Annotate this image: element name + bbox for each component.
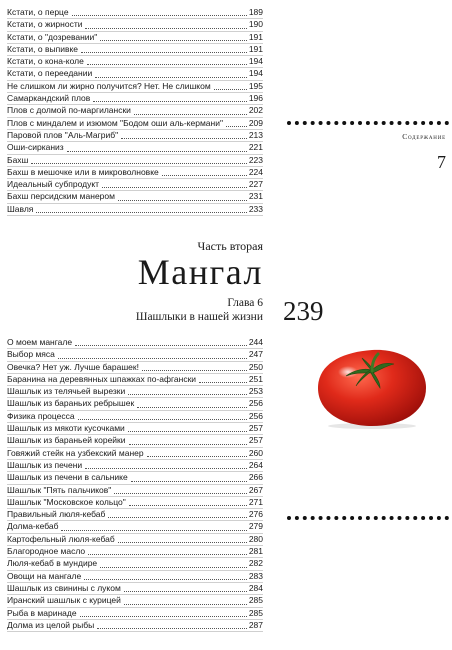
toc-entry-page: 280: [248, 533, 263, 544]
toc-entry-title: Шашлык из печени: [7, 459, 83, 470]
toc-entry-title: Долма из целой рыбы: [7, 619, 95, 630]
part-subtitle: Часть вторая: [197, 239, 263, 253]
toc-entry-title: Рыба в маринаде: [7, 607, 77, 618]
toc-entry-title: Люля-кебаб в мундире: [7, 558, 98, 569]
dot-leader: [129, 440, 247, 445]
dotted-divider-bottom: [287, 516, 449, 524]
toc-entry: [7, 362, 263, 374]
toc-entry-title: Шашлык "Московское кольцо": [7, 496, 126, 507]
toc-entry-title: Благородное масло: [7, 546, 86, 557]
toc-entry-title: Шашлык "Пять пальчиков": [7, 484, 112, 495]
toc-entry-title: Кстати, о выпивке: [7, 43, 79, 54]
dot-leader: [100, 563, 247, 568]
toc-entry-title: Кстати, о перце: [7, 7, 69, 17]
toc-entry-title: Долма-кебаб: [7, 521, 59, 532]
toc-entry: [7, 191, 263, 203]
toc-entry: [7, 68, 263, 80]
toc-entry-title: Баранина на деревянных шпажках по-афгански: [7, 373, 197, 384]
dot-leader: [95, 73, 247, 78]
dot-leader: [199, 378, 247, 383]
toc-entry-title: О моем мангале: [7, 337, 73, 347]
dot-leader: [78, 415, 247, 420]
dot-leader: [124, 587, 247, 592]
toc-entry: [7, 485, 263, 497]
toc-entry-page: 284: [248, 582, 263, 593]
dot-leader: [129, 501, 247, 506]
toc-entry: [7, 349, 263, 361]
toc-entry-page: 267: [248, 484, 263, 495]
toc-entry-page: 231: [248, 191, 263, 202]
toc-entry-page: 195: [248, 80, 263, 91]
dot-leader: [118, 538, 247, 543]
toc-entry: [7, 460, 263, 472]
toc-entry: [7, 398, 263, 410]
dot-leader: [118, 196, 247, 201]
toc-entry: [7, 411, 263, 423]
toc-list-bottom: [7, 337, 263, 632]
dot-leader: [226, 122, 247, 127]
toc-entry-title: Выбор мяса: [7, 349, 55, 360]
toc-entry-page: 224: [248, 166, 263, 177]
dot-leader: [87, 60, 247, 65]
chapter-number: Глава 6: [227, 297, 263, 309]
toc-entry-title: Самаркандский плов: [7, 93, 91, 104]
dot-leader: [31, 159, 246, 164]
toc-entry-title: Шашлык из бараньих ребрышек: [7, 398, 135, 409]
toc-entry-page: 233: [248, 203, 263, 214]
toc-entry: [7, 608, 263, 620]
toc-entry: [7, 56, 263, 68]
dot-leader: [80, 612, 247, 617]
toc-entry: [7, 32, 263, 44]
toc-entry: [7, 179, 263, 191]
toc-entry: [7, 142, 263, 154]
toc-entry-page: 213: [248, 129, 263, 140]
toc-entry-page: 264: [248, 459, 263, 470]
toc-entry-page: 190: [248, 19, 263, 30]
toc-entry-page: 276: [248, 509, 263, 520]
toc-entry-page: 256: [248, 410, 263, 421]
toc-entry-page: 189: [248, 7, 263, 17]
toc-entry-title: Кстати, о "дозревании": [7, 31, 98, 42]
toc-entry-title: Овечка? Нет уж. Лучше барашек!: [7, 361, 139, 372]
toc-entry-title: Шавля: [7, 203, 34, 214]
toc-entry-page: 282: [248, 558, 263, 569]
toc-entry: [7, 118, 263, 130]
toc-entry-title: Бахш в мешочке или в микроволновке: [7, 166, 159, 177]
toc-entry: [7, 595, 263, 607]
toc-entry: [7, 93, 263, 105]
toc-entry-page: 285: [248, 595, 263, 606]
dot-leader: [36, 208, 246, 213]
toc-entry: [7, 130, 263, 142]
dot-leader: [128, 427, 247, 432]
toc-entry-page: 256: [248, 398, 263, 409]
toc-entry: [7, 509, 263, 521]
toc-entry: [7, 571, 263, 583]
dot-leader: [100, 36, 247, 41]
dot-leader: [102, 183, 247, 188]
toc-entry: [7, 337, 263, 349]
toc-entry-title: Плов с миндалем и изюмом "Бодом оши аль-кермани": [7, 117, 223, 128]
toc-entry-page: 223: [248, 154, 263, 165]
toc-entry-page: 287: [248, 619, 263, 630]
dot-leader: [137, 403, 247, 408]
toc-entry: [7, 155, 263, 167]
dotted-divider-top: [287, 121, 449, 129]
toc-entry-page: 271: [248, 496, 263, 507]
toc-entry-page: 247: [248, 349, 263, 360]
dot-leader: [85, 24, 246, 29]
toc-entry-page: 191: [248, 43, 263, 54]
toc-entry: [7, 546, 263, 558]
dot-leader: [85, 464, 247, 469]
toc-entry: [7, 19, 263, 31]
toc-entry: [7, 204, 263, 216]
toc-entry: [7, 583, 263, 595]
dot-leader: [97, 624, 247, 629]
toc-entry-title: Кстати, о жирности: [7, 19, 83, 30]
toc-entry-title: Шашлык из телячьей вырезки: [7, 386, 126, 397]
toc-entry: [7, 620, 263, 632]
toc-entry-title: Шашлык из мякоти кусочками: [7, 423, 125, 434]
page-number: 7: [437, 152, 446, 172]
dot-leader: [61, 526, 246, 531]
toc-entry-title: Бахш персидским манером: [7, 191, 115, 202]
dot-leader: [162, 171, 247, 176]
dot-leader: [84, 575, 247, 580]
toc-entry-page: 194: [248, 56, 263, 67]
toc-entry-title: Шашлык из бараньей корейки: [7, 435, 126, 446]
toc-entry: [7, 386, 263, 398]
part-title: Мангал: [137, 252, 263, 292]
toc-entry: [7, 423, 263, 435]
toc-entry-title: Шашлык из свинины с луком: [7, 582, 121, 593]
toc-entry: [7, 472, 263, 484]
toc-entry: [7, 534, 263, 546]
toc-list-top: [7, 7, 263, 216]
dot-leader: [147, 452, 247, 457]
toc-entry: [7, 558, 263, 570]
toc-entry-title: Плов с долмой по-маргилански: [7, 105, 131, 116]
toc-entry: [7, 7, 263, 19]
dot-leader: [128, 390, 247, 395]
toc-entry-title: Правильный люля-кебаб: [7, 509, 106, 520]
dot-leader: [131, 477, 247, 482]
dot-leader: [75, 341, 247, 346]
toc-entry-page: 257: [248, 423, 263, 434]
toc-entry: [7, 167, 263, 179]
toc-entry-title: Кстати, о кона-коле: [7, 56, 84, 67]
dot-leader: [142, 366, 247, 371]
dot-leader: [134, 110, 247, 115]
dot-leader: [214, 85, 247, 90]
toc-entry-title: Паровой плов "Аль-Магриб": [7, 129, 119, 140]
toc-entry-page: 279: [248, 521, 263, 532]
toc-entry-title: Идеальный субпродукт: [7, 179, 100, 190]
toc-entry-title: Бахш: [7, 154, 29, 165]
toc-entry-page: 266: [248, 472, 263, 483]
toc-entry-page: 196: [248, 93, 263, 104]
dot-leader: [124, 600, 247, 605]
dot-leader: [93, 97, 247, 102]
toc-entry: [7, 374, 263, 386]
toc-entry-title: Не слишком ли жирно получится? Нет. Не слишком: [7, 80, 211, 91]
toc-entry-page: 251: [248, 373, 263, 384]
toc-entry-page: 244: [248, 337, 263, 347]
toc-entry-page: 209: [248, 117, 263, 128]
dot-leader: [121, 134, 247, 139]
toc-entry: [7, 497, 263, 509]
toc-entry-title: Оши-сирканиз: [7, 142, 64, 153]
dot-leader: [81, 48, 247, 53]
dot-leader: [58, 354, 247, 359]
toc-entry-page: 260: [248, 447, 263, 458]
toc-entry-page: 281: [248, 546, 263, 557]
toc-entry-page: 250: [248, 361, 263, 372]
toc-entry-page: 283: [248, 570, 263, 581]
toc-entry: [7, 435, 263, 447]
toc-entry-title: Овощи на мангале: [7, 570, 82, 581]
dot-leader: [108, 513, 246, 518]
toc-entry-page: 253: [248, 386, 263, 397]
toc-entry-title: Иранский шашлык с курицей: [7, 595, 121, 606]
toc-entry: [7, 105, 263, 117]
toc-entry-title: Говяжий стейк на узбекский манер: [7, 447, 144, 458]
section-label: Содержание: [402, 132, 446, 141]
toc-entry-page: 191: [248, 31, 263, 42]
toc-entry-page: 194: [248, 68, 263, 79]
toc-entry-page: 221: [248, 142, 263, 153]
chapter-title: Шашлыки в нашей жизни: [135, 311, 263, 323]
dot-leader: [88, 550, 247, 555]
toc-entry-title: Шашлык из печени в сальнике: [7, 472, 128, 483]
toc-entry-page: 285: [248, 607, 263, 618]
toc-entry-title: Физика процесса: [7, 410, 75, 421]
dot-leader: [67, 147, 247, 152]
toc-entry-title: Кстати, о переедании: [7, 68, 93, 79]
chapter-page-number: 239: [283, 296, 324, 326]
dot-leader: [114, 489, 247, 494]
toc-entry-page: 227: [248, 179, 263, 190]
toc-entry: [7, 44, 263, 56]
tomato-image: [316, 346, 428, 430]
toc-entry-page: 257: [248, 435, 263, 446]
toc-entry-title: Картофельный люля-кебаб: [7, 533, 115, 544]
toc-entry-page: 202: [248, 105, 263, 116]
toc-entry: [7, 448, 263, 460]
dot-leader: [72, 11, 247, 16]
toc-entry: [7, 81, 263, 93]
toc-entry: [7, 521, 263, 533]
